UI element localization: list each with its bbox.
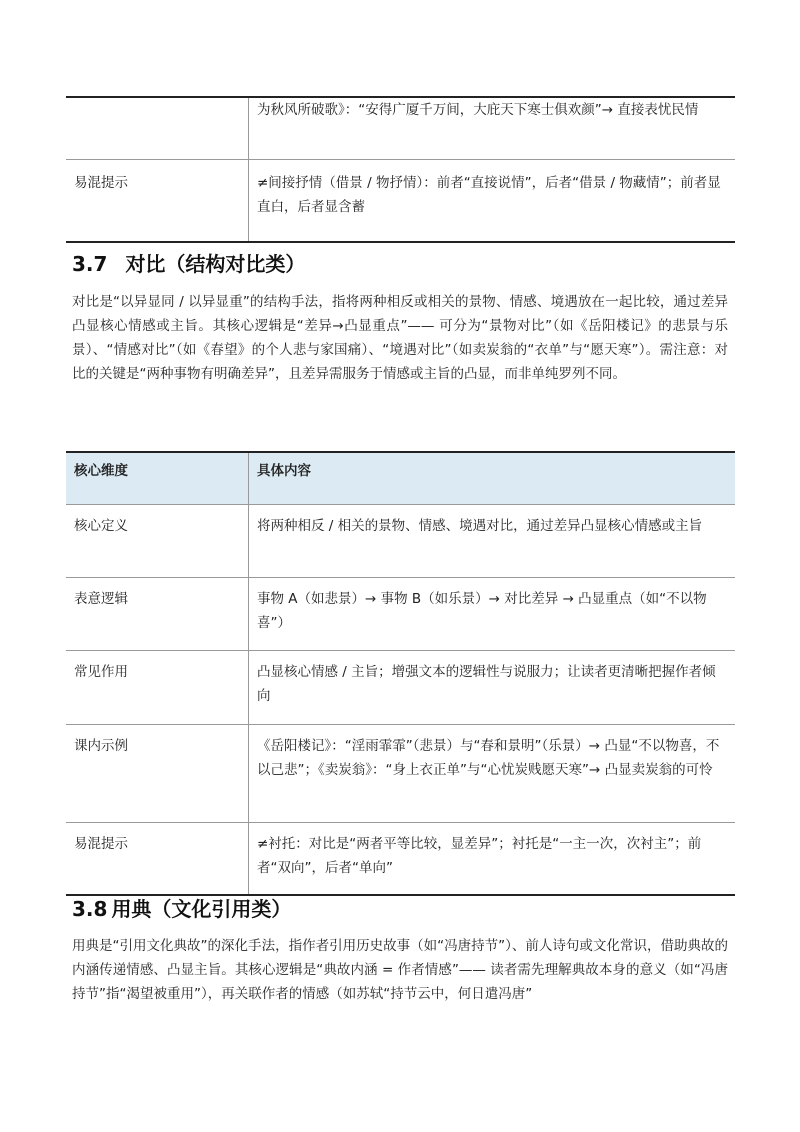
- table-row: [66, 160, 735, 243]
- table-cell-content: 将两种相反 / 相关的景物、情感、境遇对比，通过差异凸显核心情感或主旨: [249, 505, 736, 578]
- section-title: 对比（结构对比类）: [125, 252, 306, 276]
- table-header-row: [66, 452, 735, 505]
- table-cell-content: 凸显核心情感 / 主旨；增强文本的逻辑性与说服力；让读者更清晰把握作者倾向: [249, 651, 736, 725]
- table-row: [66, 97, 735, 160]
- contrast-technique-table: [66, 451, 735, 896]
- table-cell-content: ≠间接抒情（借景 / 物抒情）：前者“直接说情”，后者“借景 / 物藏情”；前者显直白，后者显含蓄: [257, 175, 721, 215]
- section-number: 3.7: [72, 252, 108, 276]
- table-cell-dimension: 常见作用: [66, 651, 249, 725]
- table-header-dimension: 核心维度: [66, 452, 249, 505]
- table-row: [66, 823, 735, 896]
- table-cell-content: 事物 A（如悲景）→ 事物 B（如乐景）→ 对比差异 → 凸显重点（如“不以物喜”）: [249, 578, 736, 651]
- section-title: 用典（文化引用类）: [111, 897, 292, 921]
- section-paragraph: 对比是“以异显同 / 以异显重”的结构手法，指将两种相反或相关的景物、情感、境遇放在一起比较，通过差异凸显核心情感或主旨。其核心逻辑是“差异→凸显重点”—— 可分为“景物对比”（如《岳阳楼记》的悲景与乐景）、“情感对比”（如《春望》的个人悲与家国痛）、“境遇对比”（如卖炭翁的“衣单”与“愿天寒”）。需注意：对比的关键是“两种事物有明确差异”，且差异需服务于情感或主旨的凸显，而非单纯罗列不同。: [72, 294, 728, 382]
- table-cell-dimension: 易混提示: [66, 823, 249, 896]
- table-row: [66, 578, 735, 651]
- table-row: [66, 725, 735, 823]
- table-cell-content: ≠衬托：对比是“两者平等比较，显差异”；衬托是“一主一次，次衬主”；前者“双向”，后者“单向”: [257, 836, 702, 876]
- table-header-content: 具体内容: [249, 452, 736, 505]
- table-cell-dimension: 核心定义: [66, 505, 249, 578]
- table-cell-dimension: 课内示例: [66, 725, 249, 823]
- technique-table-continued: [66, 96, 735, 243]
- table-cell-content: 《岳阳楼记》：“淫雨霏霏”（悲景）与“春和景明”（乐景）→ 凸显“不以物喜，不以己悲”；《卖炭翁》：“身上衣正单”与“心忧炭贱愿天寒”→ 凸显卖炭翁的可怜: [249, 725, 736, 823]
- section-number: 3.8: [72, 897, 108, 921]
- section-heading-3-8: [72, 895, 291, 923]
- table-row: [66, 505, 735, 578]
- table-cell-content: 为秋风所破歌》：“安得广厦千万间，大庇天下寒士俱欢颜”→ 直接表忧民情: [249, 97, 736, 160]
- table-cell-dimension: [66, 97, 249, 160]
- table-cell-dimension: 易混提示: [66, 160, 249, 243]
- section-paragraph: 用典是“引用文化典故”的深化手法，指作者引用历史故事（如“冯唐持节”）、前人诗句或文化常识，借助典故的内涵传递情感、凸显主旨。其核心逻辑是“典故内涵 = 作者情感”—— 读者需先理解典故本身的意义（如“冯唐持节”指“渴望被重用”），再关联作者的情感（如苏轼“持节云中，何日遣冯唐”: [72, 938, 728, 1002]
- table-row: [66, 651, 735, 725]
- section-heading-3-7: [72, 250, 305, 278]
- table-cell-dimension: 表意逻辑: [66, 578, 249, 651]
